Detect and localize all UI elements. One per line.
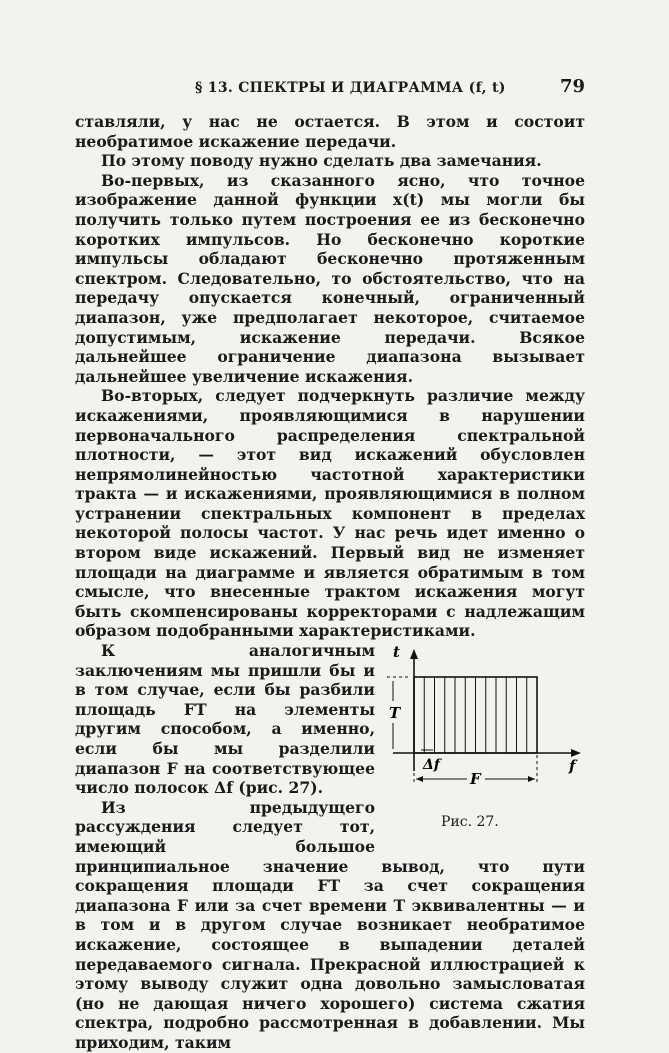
page-header <box>195 76 585 97</box>
label-f-axis: f <box>569 757 576 776</box>
label-t-axis: t <box>393 643 400 662</box>
frequency-strips <box>424 677 527 753</box>
paragraph-5: К аналогичным заключениям мы пришли бы и в том случае, если бы разбили площадь FT на элементы другим способом, а именно, если бы мы разделили диапазон F на соответствующее число полосок Δf (рис. 27). <box>75 641 375 798</box>
running-head: § 13. СПЕКТРЫ И ДИАГРАММА (f, t) <box>195 80 506 96</box>
f-axis-arrow <box>571 749 581 757</box>
figure-caption: Рис. 27. <box>441 814 499 831</box>
paragraph-2: По этому поводу нужно сделать два замечания. <box>101 151 542 171</box>
paragraph-1: ставляли, у нас не остается. В этом и состоит необратимое искажение передачи. <box>75 112 585 151</box>
paragraph-6: Из предыдущего рассуждения следует тот, имеющий большое принципиальное значение вывод, что пути сокращения площади FT за счет сокращения диапазона F или за счет времени T эквивалентны — и в том и в другом случае возникает необратимое искажение, состоящее в выпадении деталей передаваемого сигнала. Прекрасной иллюстрацией к этому выводу служит одна довольно замысловатая (но не дающая ничего хорошего) система сжатия спектра, подробно рассмотренная в добавлении. Мы приходим, таким <box>75 797 585 1052</box>
label-delta-f: Δf <box>423 757 440 774</box>
t-axis-arrow <box>410 649 418 659</box>
F-arrow-right <box>528 776 535 782</box>
paragraph-3: Во-первых, из сказанного ясно, что точное изображение данной функции x(t) мы могли бы получить только путем построения ее из бесконечно коротких импульсов. Но бесконечно короткие импульсы обладают бесконечно протяженным спектром. Следовательно, то обстоятельство, что на передачу опускается конечный, ограниченный диапазон, уже предполагает некоторое, считаемое допустимым, искажение передачи. Всякое дальнейшее ограничение диапазона вызывает дальнейшее увеличение искажения. <box>75 170 585 386</box>
figure-27-diagram <box>381 643 585 808</box>
body-text <box>75 112 585 1053</box>
F-arrow-left <box>416 776 423 782</box>
label-T: T <box>389 704 401 723</box>
label-F: F <box>470 770 481 789</box>
paragraph-4: Во-вторых, следует подчеркнуть различие между искажениями, проявляющимися в нарушении первоначального распределения спектральной плотности, — этот вид искажений обусловлен непрямолинейностью частотной характеристики тракта — и искажениями, проявляющимися в полном устранении спектральных компонент в пределах некоторой полосы частот. У нас речь идет именно о втором виде искажений. Первый вид не изменяет площади на диаграмме и является обратимым в том смысле, что внесенные трактом искажения могут быть скомпенсированы корректорами с надлежащим образом подобранными характеристиками. <box>75 386 585 641</box>
page-number: 79 <box>559 76 585 97</box>
figure-27 <box>381 643 585 839</box>
